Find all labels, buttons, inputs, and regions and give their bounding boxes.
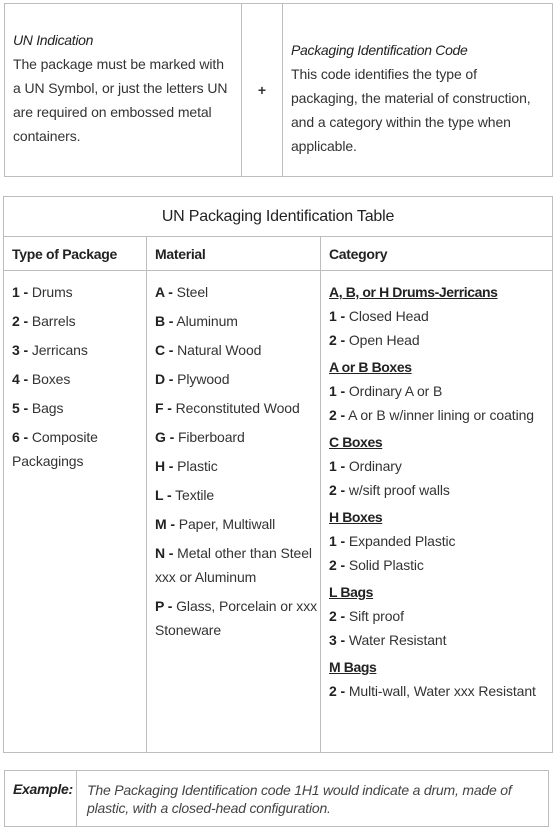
table-body	[4, 271, 552, 752]
category-group	[329, 580, 546, 652]
category-item-label: A or B w/inner lining or coating	[348, 407, 534, 423]
category-item-label: w/sift proof walls	[348, 482, 450, 498]
plus-cell	[242, 4, 283, 176]
material-item-code: L -	[155, 487, 172, 503]
material-item-label: Aluminum	[176, 313, 238, 329]
type-item-code: 1 -	[12, 284, 29, 300]
category-item-label: Multi-wall, Water xxx Resistant	[348, 683, 536, 699]
category-heading: A or B Boxes	[329, 359, 412, 375]
category-heading: L Bags	[329, 584, 374, 600]
un-indication-title: UN Indication	[13, 32, 94, 48]
header-material: Material	[155, 246, 206, 262]
category-item-label: Ordinary	[348, 458, 402, 474]
material-column	[147, 271, 321, 752]
material-item-code: N -	[155, 545, 174, 561]
type-item-label: Barrels	[31, 313, 76, 329]
example-panel	[4, 770, 549, 827]
packaging-table	[3, 196, 553, 753]
material-item-code: G -	[155, 429, 175, 445]
plus-sign: +	[257, 82, 267, 98]
header-type: Type of Package	[12, 246, 117, 262]
material-item-code: A -	[155, 284, 173, 300]
category-group	[329, 430, 546, 502]
material-item-code: M -	[155, 516, 175, 532]
material-item-label: Glass, Porcelain or xxx Stoneware	[155, 598, 317, 638]
type-item	[12, 367, 147, 391]
type-item-code: 4 -	[12, 371, 29, 387]
un-indication-cell	[5, 4, 242, 176]
material-item	[155, 483, 321, 507]
category-heading: A, B, or H Drums-Jerricans	[329, 284, 498, 300]
category-group	[329, 355, 546, 427]
material-item-label: Paper, Multiwall	[178, 516, 276, 532]
material-item	[155, 396, 321, 420]
material-item-label: Metal other than Steel xxx or Aluminum	[155, 545, 312, 585]
category-item-code: 2 -	[329, 482, 346, 498]
material-item-label: Plastic	[177, 458, 218, 474]
category-item-code: 2 -	[329, 608, 346, 624]
category-item-label: Ordinary A or B	[348, 383, 443, 399]
packaging-code-cell	[283, 4, 552, 176]
material-item-label: Steel	[176, 284, 209, 300]
category-item	[329, 454, 546, 478]
type-item	[12, 425, 147, 473]
type-item	[12, 396, 147, 420]
category-heading: C Boxes	[329, 434, 383, 450]
category-heading: H Boxes	[329, 509, 383, 525]
type-item-label: Composite Packagings	[12, 429, 98, 469]
type-item-label: Jerricans	[31, 342, 88, 358]
category-group	[329, 280, 546, 352]
category-item-label: Closed Head	[348, 308, 429, 324]
material-item-code: F -	[155, 400, 172, 416]
type-item-code: 5 -	[12, 400, 29, 416]
category-item-code: 2 -	[329, 332, 346, 348]
material-item-label: Natural Wood	[177, 342, 262, 358]
type-column	[4, 271, 147, 752]
material-item	[155, 512, 321, 536]
category-item	[329, 379, 546, 403]
category-group	[329, 655, 546, 703]
category-item	[329, 304, 546, 328]
type-item-label: Boxes	[31, 371, 71, 387]
material-item	[155, 425, 321, 449]
material-item	[155, 280, 321, 304]
category-item-code: 1 -	[329, 308, 346, 324]
category-item	[329, 403, 546, 427]
material-item-label: Textile	[175, 487, 215, 503]
category-item-code: 2 -	[329, 407, 346, 423]
type-item-label: Drums	[31, 284, 73, 300]
category-item	[329, 553, 546, 577]
type-item	[12, 309, 147, 333]
category-item	[329, 628, 546, 652]
type-item-code: 2 -	[12, 313, 29, 329]
material-item-code: B -	[155, 313, 174, 329]
table-header-row	[4, 236, 552, 271]
material-item	[155, 454, 321, 478]
material-item	[155, 367, 321, 391]
category-item	[329, 328, 546, 352]
material-item-label: Reconstituted Wood	[175, 400, 300, 416]
category-item-code: 1 -	[329, 533, 346, 549]
category-item-label: Sift proof	[348, 608, 404, 624]
category-item-code: 2 -	[329, 557, 346, 573]
intro-panel	[4, 3, 553, 177]
header-category: Category	[329, 246, 388, 262]
packaging-code-text: This code identifies the type of packaging, the material of construction, and a category within the type when applicable.	[291, 66, 531, 154]
category-item-code: 3 -	[329, 632, 346, 648]
type-item	[12, 338, 147, 362]
category-item-label: Expanded Plastic	[348, 533, 456, 549]
category-item	[329, 604, 546, 628]
table-title: UN Packaging Identification Table	[4, 197, 552, 237]
category-item-label: Solid Plastic	[348, 557, 424, 573]
category-item-code: 1 -	[329, 458, 346, 474]
material-item-code: P -	[155, 598, 173, 614]
type-item-code: 6 -	[12, 429, 29, 445]
example-text: The Packaging Identification code 1H1 would indicate a drum, made of plastic, with a closed-head configuration.	[87, 782, 512, 816]
material-item-code: C -	[155, 342, 174, 358]
category-item-code: 1 -	[329, 383, 346, 399]
category-item-label: Water Resistant	[348, 632, 447, 648]
material-item-code: H -	[155, 458, 174, 474]
type-item-code: 3 -	[12, 342, 29, 358]
material-item	[155, 309, 321, 333]
category-item-code: 2 -	[329, 683, 346, 699]
category-item-label: Open Head	[348, 332, 420, 348]
category-heading: M Bags	[329, 659, 377, 675]
material-item-code: D -	[155, 371, 174, 387]
example-label: Example:	[5, 771, 77, 826]
material-item	[155, 338, 321, 362]
type-item-label: Bags	[31, 400, 64, 416]
packaging-code-title: Packaging Identification Code	[291, 42, 468, 58]
material-item	[155, 594, 321, 642]
material-item-label: Fiberboard	[177, 429, 245, 445]
type-item	[12, 280, 147, 304]
category-item	[329, 679, 546, 703]
category-column	[321, 271, 552, 752]
category-item	[329, 529, 546, 553]
category-group	[329, 505, 546, 577]
un-indication-text: The package must be marked with a UN Symbol, or just the letters UN are required on embossed metal containers.	[13, 56, 228, 144]
material-item	[155, 541, 321, 589]
category-item	[329, 478, 546, 502]
material-item-label: Plywood	[177, 371, 230, 387]
